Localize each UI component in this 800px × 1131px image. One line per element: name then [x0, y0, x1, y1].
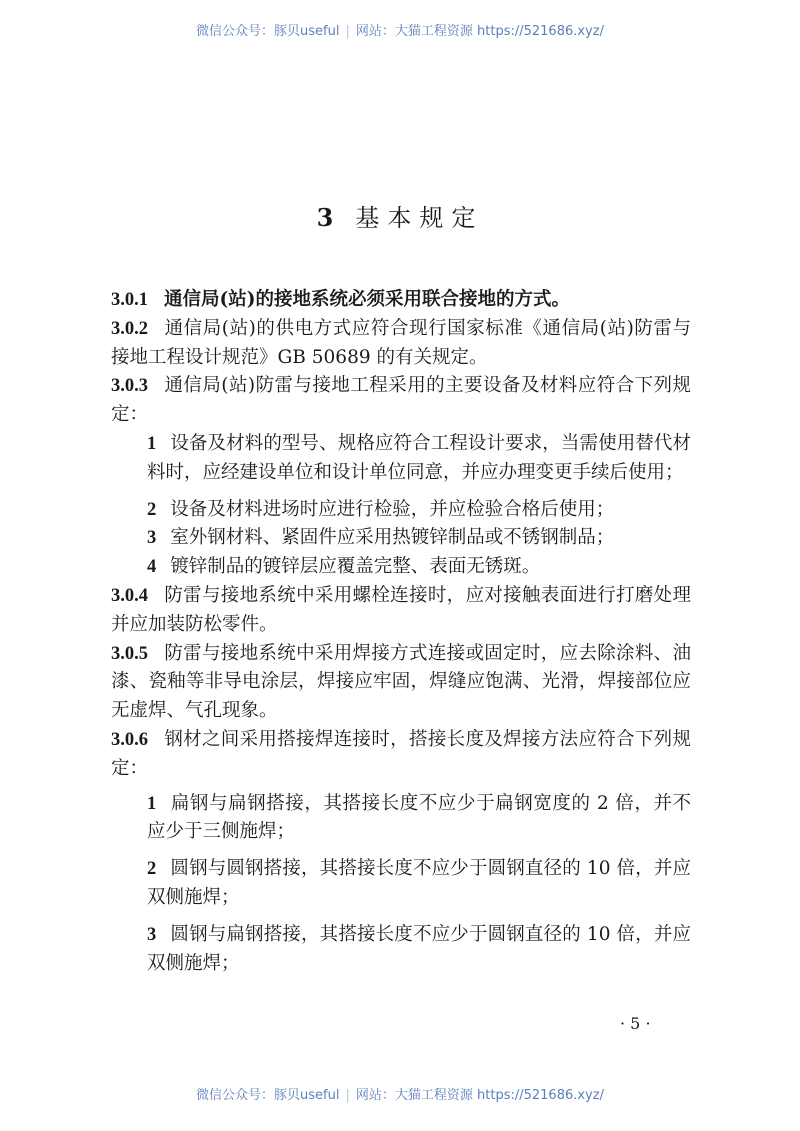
clause	[111, 286, 691, 315]
list-item	[111, 790, 691, 848]
paragraph-text: 扁钢与扁钢搭接，其搭接长度不应少于扁钢宽度的 2 倍，并不应少于三侧施焊；	[147, 792, 691, 843]
paragraph-text: 室外钢材料、紧固件应采用热镀锌制品或不锈钢制品；	[170, 527, 615, 549]
clause	[111, 640, 691, 726]
watermark-website: 网站：大猫工程资源 https://521686.xyz/	[355, 1088, 604, 1103]
clause	[111, 582, 691, 640]
clause-number: 3.0.5	[111, 643, 148, 664]
paragraph-text: 圆钢与圆钢搭接，其搭接长度不应少于圆钢直径的 10 倍，并应双侧施焊；	[147, 858, 691, 908]
chapter-number: 3	[316, 203, 342, 232]
chapter-title-text: 基本规定	[355, 204, 484, 232]
paragraph-text: 镀锌制品的镀锌层应覆盖完整、表面无锈斑。	[170, 556, 541, 578]
list-item	[111, 553, 691, 582]
paragraph-text: 通信局(站)的供电方式应符合现行国家标准《通信局(站)防雷与接地工程设计规范》GB 50689 的有关规定。	[111, 317, 691, 368]
document-body	[111, 286, 691, 978]
clause-number: 3.0.1	[111, 290, 148, 310]
paragraph-text: 设备及材料进场时应进行检验，并应检验合格后使用；	[170, 498, 615, 520]
list-item	[111, 921, 691, 979]
watermark-wechat: 微信公众号：豚贝useful	[196, 1088, 340, 1103]
paragraph-text: 防雷与接地系统中采用焊接方式连接或固定时，应去除涂料、油漆、瓷釉等非导电涂层，焊接应牢固，焊缝应饱满、光滑，焊接部位应无虚焊、气孔现象。	[111, 642, 691, 722]
paragraph-text: 圆钢与扁钢搭接，其搭接长度不应少于圆钢直径的 10 倍，并应双侧施焊；	[147, 923, 691, 974]
paragraph-text: 通信局(站)防雷与接地工程采用的主要设备及材料应符合下列规定：	[111, 375, 691, 426]
clause-number: 3.0.4	[111, 585, 148, 606]
watermark-website: 网站：大猫工程资源 https://521686.xyz/	[355, 24, 604, 39]
clause-number: 3.0.6	[111, 729, 148, 750]
list-item	[111, 524, 691, 553]
chapter-title	[0, 198, 800, 233]
item-number: 2	[147, 859, 157, 880]
clause-number: 3.0.3	[111, 376, 148, 397]
watermark-separator: |	[345, 1088, 350, 1103]
paragraph-text: 设备及材料的型号、规格应符合工程设计要求，当需使用替代材料时，应经建设单位和设计单位同意，并应办理变更手续后使用；	[147, 432, 691, 483]
item-number: 3	[147, 924, 157, 945]
paragraph-text: 钢材之间采用搭接焊连接时，搭接长度及焊接方法应符合下列规定：	[111, 728, 691, 779]
item-number: 2	[147, 499, 157, 520]
item-number: 3	[147, 528, 157, 549]
watermark-bottom	[0, 1084, 800, 1103]
page-number: · 5 ·	[620, 1014, 651, 1033]
watermark-separator: |	[345, 24, 350, 39]
clause-number: 3.0.2	[111, 318, 148, 339]
item-number: 1	[147, 433, 157, 454]
list-item	[111, 496, 691, 525]
list-item	[111, 430, 691, 488]
clause	[111, 372, 691, 430]
paragraph-text: 防雷与接地系统中采用螺栓连接时，应对接触表面进行打磨处理并应加装防松零件。	[111, 584, 691, 635]
watermark-top	[0, 20, 800, 39]
list-item	[111, 855, 691, 913]
item-number: 4	[147, 557, 157, 578]
clause	[111, 315, 691, 373]
paragraph-text: 通信局(站)的接地系统必须采用联合接地的方式。	[164, 289, 571, 310]
item-number: 1	[147, 793, 157, 814]
clause	[111, 726, 691, 784]
watermark-wechat: 微信公众号：豚贝useful	[196, 24, 340, 39]
